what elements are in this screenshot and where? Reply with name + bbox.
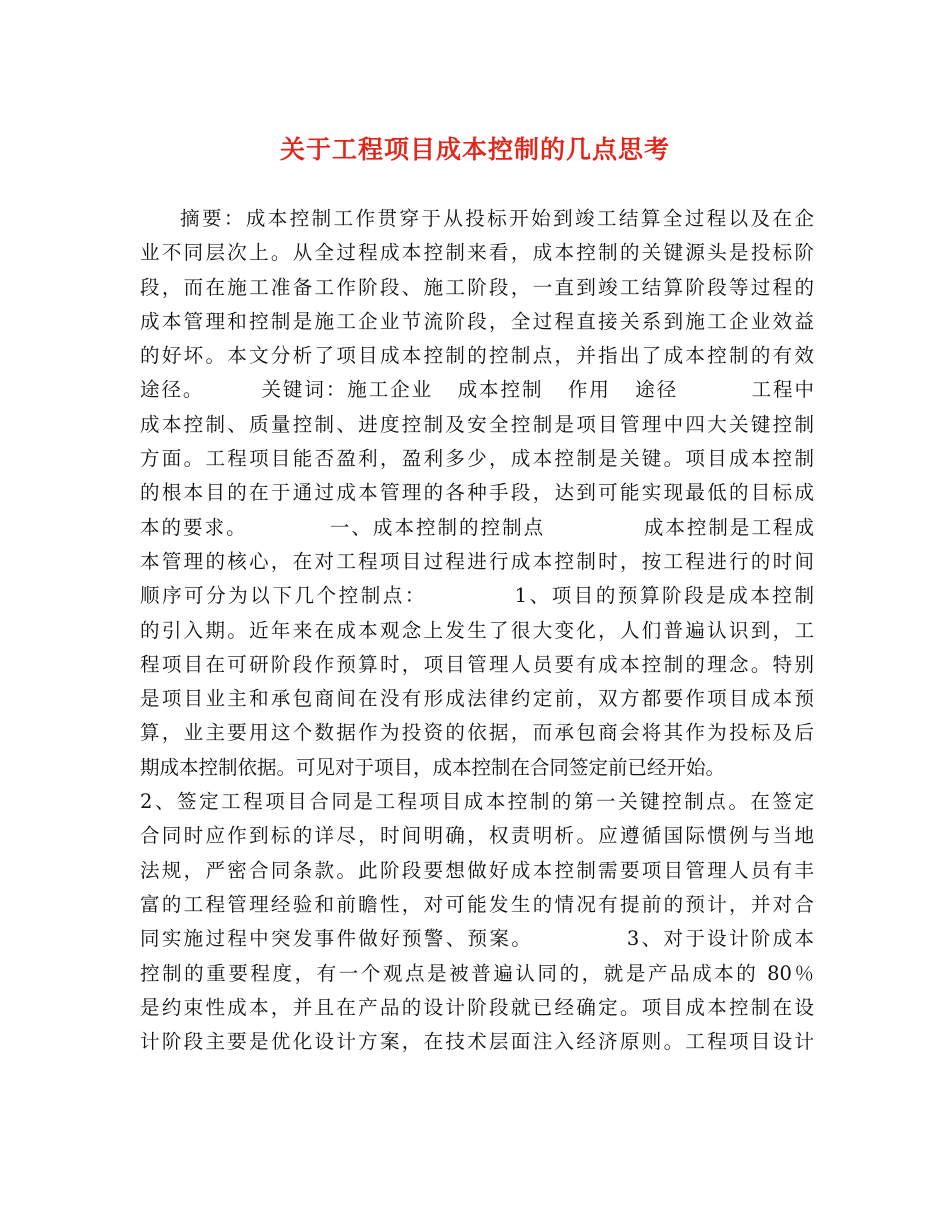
paragraph-line: 期成本控制依据。可见对于项目，成本控制在合同签定前已经开始。 bbox=[140, 755, 726, 779]
paragraph-line: 法规，严密合同条款。此阶段要想做好成本控制需要项目管理人员有丰 bbox=[140, 858, 814, 882]
paragraph-line: 摘要：成本控制工作贯穿于从投标开始到竣工结算全过程以及在企 bbox=[180, 207, 814, 230]
paragraph-line: 控制的重要程度，有一个观点是被普遍认同的，就是产品成本的 80％ bbox=[140, 961, 814, 985]
paragraph-line: 的根本目的在于通过成本管理的各种手段，达到可能实现最低的目标成 bbox=[140, 481, 814, 505]
paragraph-line: 成本控制、质量控制、进度控制及安全控制是项目管理中四大关键控制 bbox=[140, 412, 814, 436]
paragraph-line: 是约束性成本，并且在产品的设计阶段就已经确定。项目成本控制在设 bbox=[140, 995, 814, 1019]
paragraph-line: 的引入期。近年来在成本观念上发生了很大变化，人们普遍认识到，工 bbox=[140, 618, 814, 642]
paragraph-line: 成本管理和控制是施工企业节流阶段，全过程直接关系到施工企业效益 bbox=[140, 309, 814, 333]
paragraph-line: 2、签定工程项目合同是工程项目成本控制的第一关键控制点。在签定 bbox=[140, 790, 814, 814]
paragraph-line: 业不同层次上。从全过程成本控制来看，成本控制的关键源头是投标阶 bbox=[140, 241, 814, 265]
document-title: 关于工程项目成本控制的几点思考 bbox=[279, 135, 670, 164]
paragraph-line: 计阶段主要是优化设计方案，在技术层面注入经济原则。工程项目设计 bbox=[140, 1030, 814, 1054]
paragraph-line: 程项目在可研阶段作预算时，项目管理人员要有成本控制的理念。特别 bbox=[140, 652, 814, 676]
paragraph-line: 算，业主要用这个数据作为投资的依据，而承包商会将其作为投标及后 bbox=[140, 721, 814, 745]
paragraph-line: 的好坏。本文分析了项目成本控制的控制点，并指出了成本控制的有效 bbox=[140, 344, 814, 368]
document-body bbox=[140, 202, 814, 1059]
paragraph-line: 顺序可分为以下几个控制点： 1、项目的预算阶段是成本控制 bbox=[140, 584, 814, 608]
paragraph-line: 本的要求。 一、成本控制的控制点 成本控制是工程成 bbox=[140, 515, 814, 539]
paragraph-line: 富的工程管理经验和前瞻性，对可能发生的情况有提前的预计，并对合 bbox=[140, 892, 814, 916]
paragraph-line: 合同时应作到标的详尽，时间明确，权责明析。应遵循国际惯例与当地 bbox=[140, 824, 814, 848]
paragraph-line: 途径。 关键词：施工企业 成本控制 作用 途径 工程中 bbox=[140, 378, 814, 402]
paragraph-line: 段，而在施工准备工作阶段、施工阶段，一直到竣工结算阶段等过程的 bbox=[140, 275, 814, 299]
paragraph-line: 同实施过程中突发事件做好预警、预案。 3、对于设计阶成本 bbox=[140, 927, 814, 951]
paragraph-line: 本管理的核心，在对工程项目过程进行成本控制时，按工程进行的时间 bbox=[140, 549, 814, 573]
paragraph-line: 是项目业主和承包商间在没有形成法律约定前，双方都要作项目成本预 bbox=[140, 687, 814, 711]
paragraph-line: 方面。工程项目能否盈利，盈利多少，成本控制是关键。项目成本控制 bbox=[140, 447, 814, 471]
